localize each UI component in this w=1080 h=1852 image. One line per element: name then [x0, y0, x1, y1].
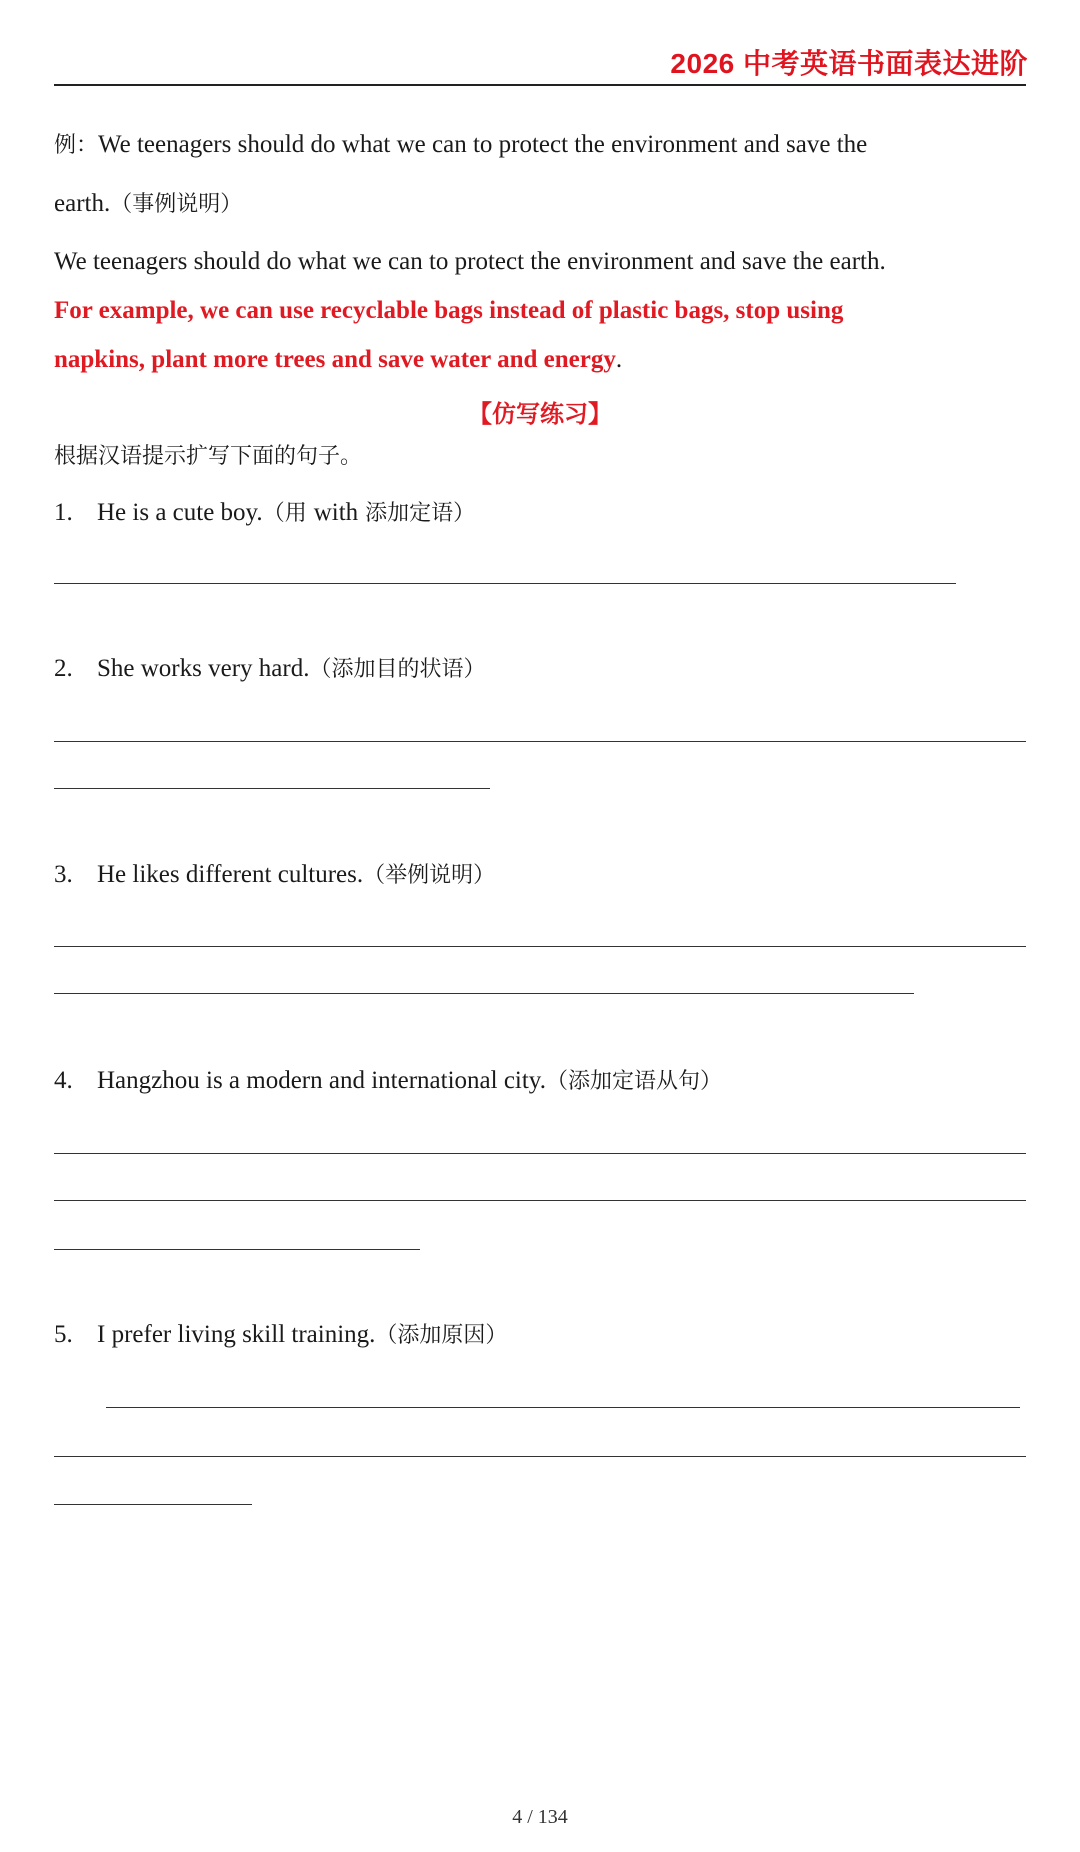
- practice-item-2: [54, 652, 485, 687]
- item-number: 2.: [54, 655, 73, 682]
- answer-line[interactable]: [54, 1200, 1026, 1201]
- practice-item-3: [54, 858, 495, 893]
- answer-line[interactable]: [54, 946, 1026, 947]
- answer-line[interactable]: [54, 1504, 252, 1505]
- example-prompt-line2: [54, 187, 242, 222]
- example-answer-line2: [54, 343, 622, 377]
- example-prompt-line1: [54, 128, 867, 163]
- practice-item-4: [54, 1064, 722, 1099]
- item-hint: （添加原因）: [375, 1323, 508, 1348]
- item-number: 3.: [54, 861, 73, 888]
- answer-line[interactable]: [54, 788, 490, 789]
- answer-line[interactable]: [54, 1153, 1026, 1154]
- practice-instruction: 根据汉语提示扩写下面的句子。: [54, 444, 363, 469]
- item-hint-open: （用: [262, 501, 314, 526]
- item-sentence: I prefer living skill training.: [97, 1321, 376, 1348]
- answer-line[interactable]: [54, 741, 1026, 742]
- example-prompt-part2: earth.: [54, 190, 111, 217]
- example-answer-sentence: We teenagers should do what we can to protect the environment and save the earth.: [54, 248, 886, 275]
- example-answer-red-line2: napkins, plant more trees and save water and energy: [54, 346, 616, 373]
- example-answer-red-line1: For example, we can use recyclable bags instead of plastic bags, stop using: [54, 297, 844, 324]
- example-answer-end: .: [615, 346, 623, 373]
- header-divider: [54, 84, 1026, 86]
- practice-item-5: [54, 1318, 507, 1353]
- answer-line[interactable]: [54, 1249, 420, 1250]
- answer-line[interactable]: [106, 1407, 1020, 1408]
- item-number: 1.: [54, 499, 73, 526]
- item-number: 5.: [54, 1321, 73, 1348]
- page-number: 4 / 134: [512, 1806, 568, 1828]
- item-number: 4.: [54, 1067, 73, 1094]
- practice-section-title: 【仿写练习】: [468, 400, 612, 428]
- item-hint: （举例说明）: [363, 863, 496, 888]
- item-sentence: Hangzhou is a modern and international city.: [97, 1067, 546, 1094]
- item-hint: （添加定语从句）: [545, 1069, 722, 1094]
- answer-line[interactable]: [54, 1456, 1026, 1457]
- example-hint: （事例说明）: [110, 192, 243, 217]
- document-header-title: 2026 中考英语书面表达进阶: [670, 48, 1028, 79]
- item-sentence: She works very hard.: [97, 655, 310, 682]
- item-hint-cn: 添加定语）: [358, 501, 476, 526]
- item-sentence: He is a cute boy.: [97, 499, 263, 526]
- answer-line[interactable]: [54, 993, 914, 994]
- item-sentence: He likes different cultures.: [97, 861, 364, 888]
- item-hint: （添加目的状语）: [309, 657, 486, 682]
- practice-item-1: [54, 496, 475, 531]
- example-prompt-part1: We teenagers should do what we can to protect the environment and save the: [98, 131, 868, 158]
- example-label: 例：: [54, 133, 99, 158]
- item-hint-en: with: [313, 499, 359, 526]
- answer-line[interactable]: [54, 583, 956, 584]
